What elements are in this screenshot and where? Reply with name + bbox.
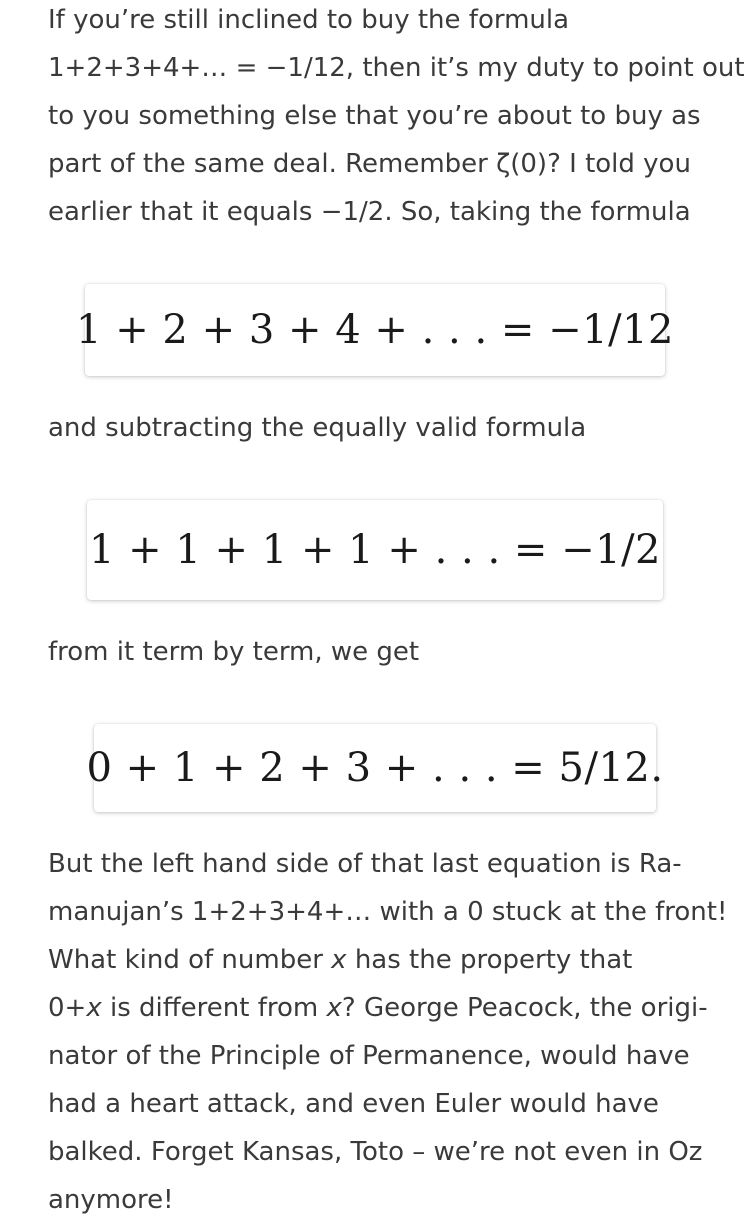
equation-1: 1 + 2 + 3 + 4 + . . . = −1/12 [76, 307, 674, 353]
paragraph-conclusion [48, 840, 728, 1224]
text-line: nator of the Principle of Permanence, would have [48, 1041, 690, 1071]
paragraph-subtracting [48, 404, 710, 452]
equation-box-3 [86, 724, 664, 812]
text-fragment: has the property that [346, 945, 633, 975]
text-line: But the left hand side of that last equation is Ra- [48, 849, 682, 879]
text-line: manujan’s 1+2+3+4+… with a 0 stuck at the front! [48, 897, 728, 927]
variable-x: x [86, 993, 102, 1023]
text-line: to you something else that you’re about to buy as [48, 101, 701, 131]
text-fragment: is different from [101, 993, 327, 1023]
equation-box-1 [76, 284, 674, 376]
text-line: If you’re still inclined to buy the formula [48, 5, 570, 35]
paragraph-intro [48, 0, 745, 236]
equation-2: 1 + 1 + 1 + 1 + . . . = −1/2 [89, 527, 661, 573]
text-line: balked. Forget Kansas, Toto – we’re not even in Oz [48, 1137, 703, 1167]
text-fragment: What kind of number [48, 945, 332, 975]
text-line: had a heart attack, and even Euler would have [48, 1089, 659, 1119]
text-line: part of the same deal. Remember ζ(0)? I told you [48, 149, 691, 179]
text-line [48, 936, 710, 984]
paragraph-term-by-term [48, 628, 710, 676]
text-line [48, 984, 710, 1032]
equation-3: 0 + 1 + 2 + 3 + . . . = 5/12. [86, 745, 664, 791]
text-fragment: ? George Peacock, the origi- [341, 993, 708, 1023]
text-line: earlier that it equals −1/2. So, taking the formula [48, 197, 691, 227]
text-line: from it term by term, we get [48, 637, 420, 667]
text-line: 1+2+3+4+… = −1/12, then it’s my duty to point out [48, 53, 745, 83]
equation-box-2 [87, 500, 663, 600]
text-fragment: 0+ [48, 993, 87, 1023]
text-line: anymore! [48, 1185, 174, 1215]
variable-x: x [331, 945, 347, 975]
text-line: and subtracting the equally valid formula [48, 413, 587, 443]
variable-x: x [326, 993, 342, 1023]
